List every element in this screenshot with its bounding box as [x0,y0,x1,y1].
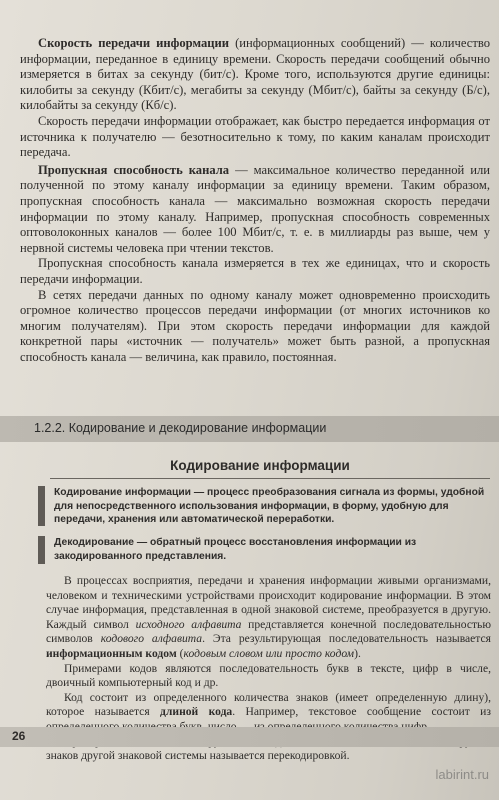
term-transfer-speed: Скорость передачи информации [38,36,230,50]
definition-encoding: Кодирование информации — процесс преобразования сигнала из формы, удобной для непосредственного использования информации, в форму, удобную для передачи, хранения или автоматической переработки. [54,487,485,525]
paragraph-bandwidth-units: Пропускная способность канала измеряется в тех же единицах, что и скорость передачи информации. [20,256,490,286]
paragraph-code-examples: Примерами кодов являются последовательность букв в тексте, цифр в числе, двоичный компьютерный код и др. [46,661,491,690]
definition-marker [38,486,45,526]
paragraph-recoding: знаков другой знаковой системы называется перекодировкой. [46,749,350,763]
section-heading-bar [0,416,499,442]
paragraph-encoding-process: В процессах восприятия, передачи и хранения информации живыми организмами, человеком и техническими устройствами происходит кодирование информации. В этом случае информация, представленная в одной знаковой системе, преобразуется в другую. Каждый символ исходного алфавита представляется конечной последовательностью символов кодового алфавита. Эта результирующая последовательность называется информационным кодом (кодовым словом или просто кодом). [46,574,492,660]
section-heading: 1.2.2. Кодирование и декодирование информации [34,421,327,435]
paragraph-code-length: Код состоит из определенного количества знаков (имеет определенную длину), которое называется длиной кода. Например, текстовое сообщение состоит из [46,690,491,719]
definition-marker [38,536,45,564]
term-information-code: информационным кодом [46,646,177,660]
top-text-block [20,36,490,365]
term-code-length: длиной кода [160,705,233,719]
footer-bar [0,727,499,747]
paragraph-transfer-speed: Скорость передачи информации (информационных сообщений) — количество информации, переданное в единицу времени. Скорость передачи сообщений обычно измеряется в битах за секунду (бит/с). Кроме того, используются другие единицы: килобиты за секунду (Кбит/с), мегабиты за секунду (Мбит/с), байты за секунду (Б/с), килобайты за секунду (Кб/с). [20,36,490,113]
definition-decoding: Декодирование — обратный процесс восстановления информации из закодированного представления. [54,537,417,562]
box-divider [50,478,490,479]
paragraph-bandwidth: Пропускная способность канала — максимальное количество переданной или полученной по этому каналу информации за единицу времени. Таким образом, пропускная способность канала — максимально возможная скорость передачи информации по этому каналу. Например, пропускная способность современных оптоволоконных каналов — более 100 Мбит/с, т. е. в миллиарды раз выше, чем у нервной системы человека при чтении текстов. [20,162,490,255]
watermark: labirint.ru [435,767,489,782]
paragraph-speed-meaning: Скорость передачи информации отображает, как быстро передается информация от источника к получателю — безотносительно к тому, по каким каналам происходит передача. [20,113,490,160]
paragraph-networks: В сетях передачи данных по одному каналу может одновременно происходить огромное количество процессов передачи информации (от многих источников ко многим получателям). При этом скорость передачи информации для каждой конкретной пары «источник — получатель» может быть разной, а пропускная способность канала — величина, как правило, постоянная. [20,287,490,364]
page-number: 26 [12,729,26,743]
box-title: Кодирование информации [170,458,350,473]
term-bandwidth: Пропускная способность канала [38,162,230,177]
